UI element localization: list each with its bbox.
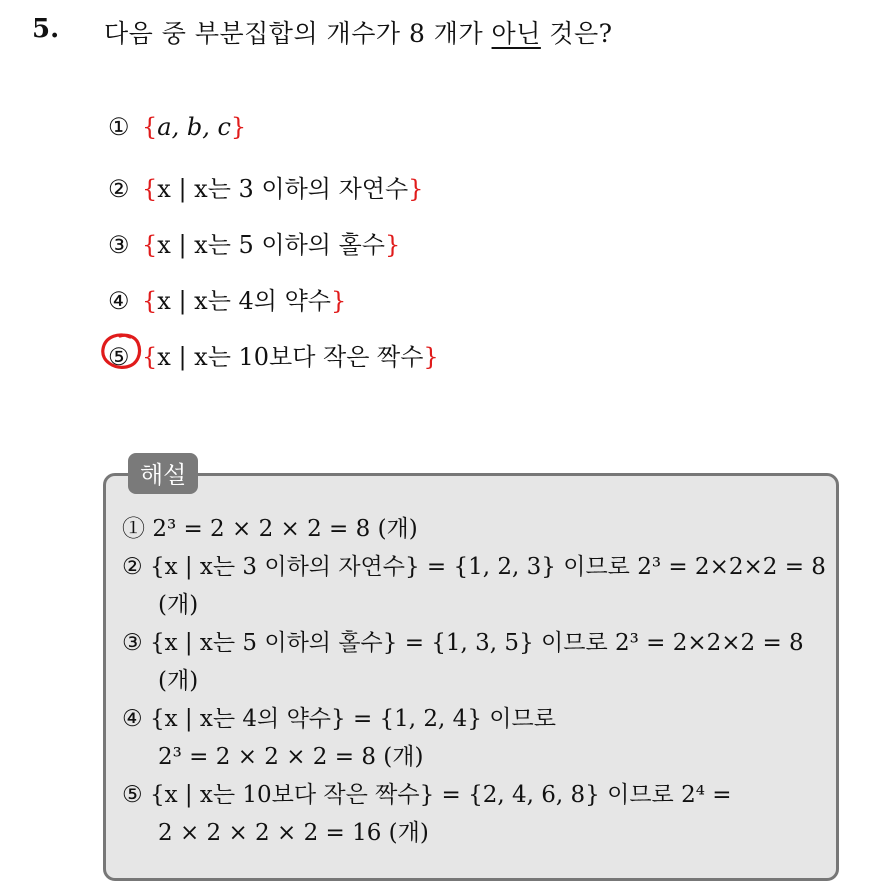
explanation-line-7-text: 2³ = 2 × 2 × 2 = 8 (개) [158,744,424,770]
choice-1[interactable] [108,113,246,141]
choice-1-close-brace: } [230,113,247,141]
choice-4-content: x | x는 4의 약수 [157,287,331,315]
explanation-line-2 [122,548,826,581]
explanation-line-6 [122,700,556,733]
explanation-line-8-marker: ⑤ [122,782,143,808]
choice-5-close-brace: } [423,343,439,371]
question-number: 5. [32,14,60,44]
explanation-line-7 [158,738,423,771]
choice-1-marker: ① [108,113,130,141]
explanation-tag: 해설 [128,453,198,494]
explanation-line-9-text: 2 × 2 × 2 × 2 = 16 (개) [158,820,429,846]
question-text-after: 것은? [540,19,613,48]
choice-2[interactable] [108,169,423,204]
question-text-before: 다음 중 부분집합의 개수가 8 개가 [104,19,492,48]
question-underlined-word: 아닌 [491,19,541,48]
choice-5-marker: ⑤ [108,343,130,371]
choice-4[interactable] [108,281,346,316]
choice-2-content: x | x는 3 이하의 자연수 [157,175,409,203]
choice-1-open-brace: { [142,113,158,141]
explanation-line-4-marker: ③ [122,630,143,656]
explanation-line-1-marker: ① [122,516,145,542]
explanation-line-5 [158,662,198,695]
choice-2-open-brace: { [142,175,158,203]
explanation-line-8 [122,776,732,809]
choice-3-content: x | x는 5 이하의 홀수 [157,231,385,259]
choice-2-marker: ② [108,175,130,203]
choice-4-close-brace: } [330,287,347,315]
choice-3-open-brace: { [142,231,158,259]
explanation-line-4 [122,624,804,657]
choice-5-open-brace: { [142,343,158,371]
choice-4-marker: ④ [108,287,130,315]
choice-3-close-brace: } [384,231,401,259]
explanation-line-5-text: (개) [158,668,199,694]
choice-4-open-brace: { [142,287,158,315]
explanation-line-1-text: 2³ = 2 × 2 × 2 = 8 (개) [152,516,418,542]
choice-3-marker: ③ [108,231,130,259]
choice-3[interactable] [108,225,400,260]
answer-circle-icon [100,331,144,371]
explanation-line-4-text: {x | x는 5 이하의 홀수} = {1, 3, 5} 이므로 2³ = 2×2×2 = 8 [149,630,804,656]
explanation-line-9 [158,814,429,847]
choice-1-content: a, b, c [157,113,231,141]
explanation-line-2-marker: ② [122,554,143,580]
question-text [104,14,613,50]
explanation-line-1 [122,510,418,543]
explanation-line-8-text: {x | x는 10보다 작은 짝수} = {2, 4, 6, 8} 이므로 2⁴ = [149,782,732,808]
explanation-line-3 [158,586,198,619]
choice-2-close-brace: } [408,175,424,203]
explanation-line-3-text: (개) [158,592,199,618]
explanation-line-6-text: {x | x는 4의 약수} = {1, 2, 4} 이므로 [149,706,556,732]
explanation-line-2-text: {x | x는 3 이하의 자연수} = {1, 2, 3} 이므로 2³ = 2×2×2 = 8 [149,554,826,580]
choice-5-content: x | x는 10보다 작은 짝수 [157,343,424,371]
choice-5[interactable] [108,337,439,372]
explanation-line-6-marker: ④ [122,706,143,732]
